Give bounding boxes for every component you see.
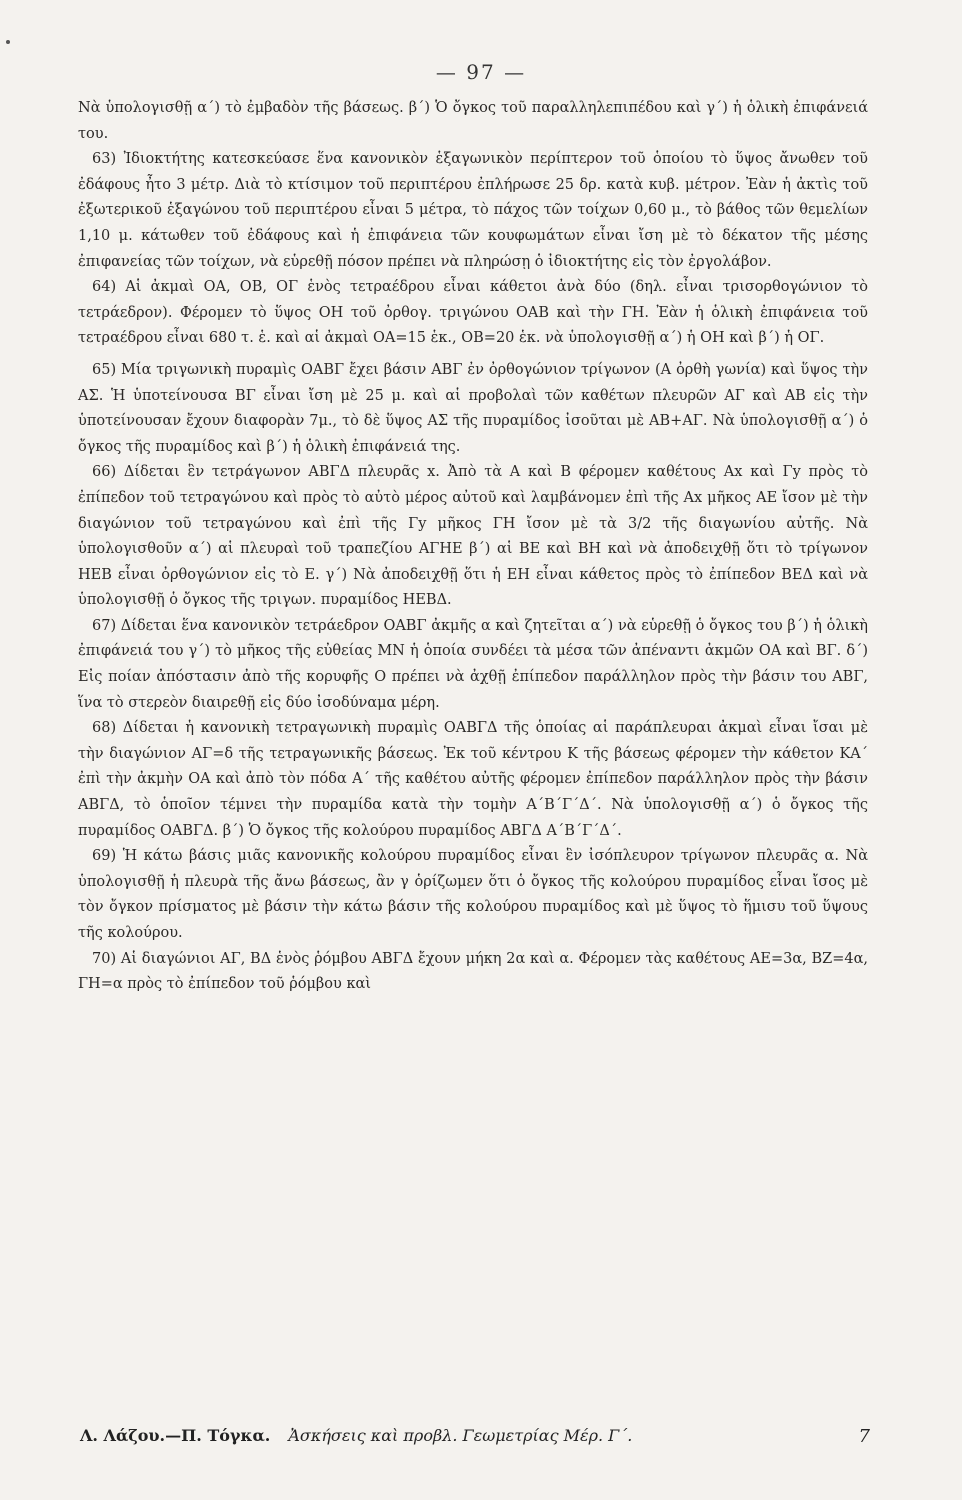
problem-67: 67) Δίδεται ἕνα κανονικὸν τετράεδρον ΟΑΒΓ ἀκμῆς α καὶ ζητεῖται α΄) νὰ εὑρεθῇ ὁ ὄγκος του β΄) ἡ ὁλικὴ ἐπιφάνειά του γ΄) τὸ μῆκος τῆς εὐθείας ΜΝ ἡ ὁποία συνδέει τὰ μέσα τῶν ἀπέναντι ἀκμῶν ΟΑ καὶ ΒΓ. δ΄) Εἰς ποίαν ἀπόστασιν ἀπὸ τῆς κορυφῆς Ο πρέπει νὰ ἀχθῇ ἐπίπεδον παράλληλον πρὸς τὴν βάσιν του ΑΒΓ, ἵνα τὸ στερεὸν διαιρεθῇ εἰς δύο ἰσοδύναμα μέρη.: [78, 617, 868, 711]
problem-66: 66) Δίδεται ἓν τετράγωνον ΑΒΓΔ πλευρᾶς x. Ἀπὸ τὰ Α καὶ Β φέρομεν καθέτους Αx καὶ Γy πρὸς τὸ ἐπίπεδον τοῦ τετραγώνου καὶ πρὸς τὸ αὐτὸ μέρος αὐτοῦ καὶ λαμβάνομεν ἐπὶ τῆς Αx μῆκος ΑΕ ἴσον μὲ τὴν διαγώνιον τοῦ τετραγώνου καὶ ἐπὶ τῆς Γy μῆκος ΓΗ ἴσον μὲ τὰ 3/2 τῆς διαγωνίου αὐτῆς. Νὰ ὑπολογισθοῦν α΄) αἱ πλευραὶ τοῦ τραπεζίου ΑΓΗΕ β΄) αἱ ΒΕ καὶ ΒΗ καὶ νὰ ἀποδειχθῇ ὅτι τὸ τρίγωνον ΗΕΒ εἶναι ὀρθογώνιον εἰς τὸ Ε. γ΄) Νὰ ἀποδειχθῇ ὅτι ἡ ΕΗ εἶναι κάθετος πρὸς τὸ ἐπίπεδον ΒΕΔ καὶ νὰ ὑπολογισθῇ ὁ ὄγκος τῆς τριγων. πυραμίδος ΗΕΒΔ.: [78, 464, 868, 609]
scan-speck: [6, 40, 10, 44]
problem-69: 69) Ἡ κάτω βάσις μιᾶς κανονικῆς κολούρου πυραμίδος εἶναι ἓν ἰσόπλευρον τρίγωνον πλευρᾶς α. Νὰ ὑπολογισθῇ ἡ πλευρὰ τῆς ἄνω βάσεως, ἂν γ ὁρίζωμεν ὅτι ὁ ὄγκος τῆς κολούρου πυραμίδος εἶναι ἴσος μὲ τὸν ὄγκον πρίσματος μὲ βάσιν τὴν κάτω βάσιν τῆς κολούρου πυραμίδος καὶ μὲ ὕψος τὸ ἥμισυ τοῦ ὕψους τῆς κολούρου.: [78, 848, 868, 941]
footer-authors: Λ. Λάζου.—Π. Τόγκα.: [80, 1426, 271, 1445]
page-footer: [80, 1426, 870, 1447]
page-body: [78, 96, 868, 998]
footer-book-title: Ἀσκήσεις καὶ προβλ. Γεωμετρίας Μέρ. Γ΄.: [288, 1426, 633, 1445]
footer-sheet-number: 7: [858, 1426, 870, 1447]
problem-70: 70) Αἱ διαγώνιοι ΑΓ, ΒΔ ἑνὸς ῥόμβου ΑΒΓΔ ἔχουν μήκη 2α καὶ α. Φέρομεν τὰς καθέτους ΑΕ=3α, ΒΖ=4α, ΓΗ=α πρὸς τὸ ἐπίπεδον τοῦ ῥόμβου καὶ: [78, 950, 868, 993]
problem-64: 64) Αἱ ἀκμαὶ ΟΑ, ΟΒ, ΟΓ ἑνὸς τετραέδρου εἶναι κάθετοι ἀνὰ δύο (δηλ. εἶναι τρισορθογώνιον τὸ τετράεδρον). Φέρομεν τὸ ὕψος ΟΗ τοῦ ὀρθογ. τριγώνου ΟΑΒ καὶ τὴν ΓΗ. Ἐὰν ἡ ὁλικὴ ἐπιφάνεια τοῦ τετραέδρου εἶναι 680 τ. ἑ. καὶ αἱ ἀκμαὶ ΟΑ=15 ἑκ., ΟΒ=20 ἑκ. νὰ ὑπολογισθῇ α΄) ἡ ΟΗ καὶ β΄) ἡ ΟΓ.: [78, 279, 868, 347]
problem-65: 65) Μία τριγωνικὴ πυραμὶς ΟΑΒΓ ἔχει βάσιν ΑΒΓ ἐν ὀρθογώνιον τρίγωνον (Α ὀρθὴ γωνία) καὶ ὕψος τὴν ΑΣ. Ἡ ὑποτείνουσα ΒΓ εἶναι ἴση μὲ 25 μ. καὶ αἱ προβολαὶ τῶν καθέτων πλευρῶν ΑΓ καὶ ΑΒ εἰς τὴν ὑποτείνουσαν ἔχουν διαφορὰν 7μ., τὸ δὲ ὕψος ΑΣ τῆς πυραμίδος ἰσοῦται μὲ ΑΒ+ΑΓ. Νὰ ὑπολογισθῇ α΄) ὁ ὄγκος τῆς πυραμίδος καὶ β΄) ἡ ὁλικὴ ἐπιφάνειά της.: [78, 361, 868, 455]
problem-68: 68) Δίδεται ἡ κανονικὴ τετραγωνικὴ πυραμὶς ΟΑΒΓΔ τῆς ὁποίας αἱ παράπλευραι ἀκμαὶ εἶναι ἴσαι μὲ τὴν διαγώνιον ΑΓ=δ τῆς τετραγωνικῆς βάσεως. Ἐκ τοῦ κέντρου Κ τῆς βάσεως φέρομεν τὴν κάθετον ΚΑ΄ ἐπὶ τὴν ἀκμὴν ΟΑ καὶ ἀπὸ τὸν πόδα Α΄ τῆς καθέτου αὐτῆς φέρομεν ἐπίπεδον παράλληλον πρὸς τὴν βάσιν ΑΒΓΔ, τὸ ὁποῖον τέμνει τὴν πυραμίδα κατὰ τὴν τομὴν Α΄Β΄Γ΄Δ΄. Νὰ ὑπολογισθῇ α΄) ὁ ὄγκος τῆς πυραμίδος ΟΑΒΓΔ. β΄) Ὁ ὄγκος τῆς κολούρου πυραμίδος ΑΒΓΔ Α΄Β΄Γ΄Δ΄.: [78, 720, 868, 839]
problem-63: 63) Ἰδιοκτήτης κατεσκεύασε ἕνα κανονικὸν ἑξαγωνικὸν περίπτερον τοῦ ὁποίου τὸ ὕψος ἄνωθεν τοῦ ἐδάφους ἦτο 3 μέτρ. Διὰ τὸ κτίσιμον τοῦ περιπτέρου ἐπλήρωσε 25 δρ. κατὰ κυβ. μέτρον. Ἐὰν ἡ ἀκτὶς τοῦ ἐξωτερικοῦ ἑξαγώνου τοῦ περιπτέρου εἶναι 5 μέτρα, τὸ πάχος τῶν τοίχων 0,60 μ., τὸ βάθος τῶν θεμελίων 1,10 μ. κάτωθεν τοῦ ἐδάφους καὶ ἡ ἐπιφάνεια τῶν κουφωμάτων εἶναι ἴση μὲ τὸ δέκατον τῆς μέσης ἐπιφανείας τῶν τοίχων, νὰ εὑρεθῇ πόσον πρέπει νὰ πληρώσῃ ὁ ἰδιοκτήτης εἰς τὸν ἐργολάβον.: [78, 151, 868, 270]
page-number: — 97 —: [435, 60, 527, 84]
paragraph-62-continued: Νὰ ὑπολογισθῇ α΄) τὸ ἐμβαδὸν τῆς βάσεως. β΄) Ὁ ὄγκος τοῦ παραλληλεπιπέδου καὶ γ΄) ἡ ὁλικὴ ἐπιφάνειά του.: [78, 100, 868, 142]
